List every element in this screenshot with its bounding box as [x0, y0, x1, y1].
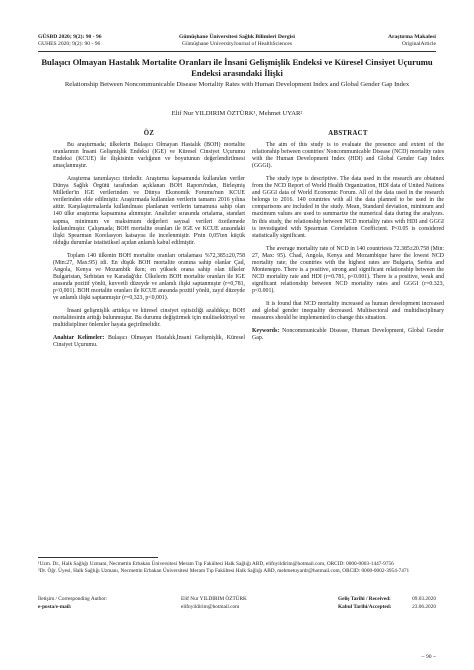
oz-column — [53, 130, 245, 355]
footnote-divider — [38, 557, 158, 558]
abstract-paragraph-results: The average mortality rate of NCD in 140 countriesis 72.385±20.758 (Min: 27, Max: 95). Chad, Angola, Kenya and Mozambique have the lowest NCD mortality rate; the countries with the highest rates are Bulgaria, Serbia and Montenegro. There is a positive, strong and significant relationship between the NCD mortality rate and HDI (r=0.781, p<0.001). There is a positive, weak and significant relationship between NCD mortality rates and GGGI (r=0.323, p<0.001). — [252, 245, 444, 294]
oz-keywords — [53, 335, 245, 349]
oz-heading: ÖZ — [143, 130, 155, 137]
abstract-paragraph-aim: The aim of this study is to evaluate the presence and extent of the relationship between countries' Noncommunicable Disease (NCD) mortality rates with the Human Development Index (HDI) and Global Gender Gap Index (GGGI). — [252, 142, 444, 170]
abstract-paragraph-conclusion: It is found that NCD mortality increased as human development increased and global gender inequality decreased. Multisectoral and multidisciplinary measures should be implemented to change this situation. — [252, 300, 444, 322]
corresponding-author-label: İletişim / Corresponding Author: — [38, 596, 108, 602]
abstract-heading: ABSTRACT — [328, 130, 368, 137]
page-number: ~ 90 ~ — [421, 654, 436, 660]
footnote-author-1: ¹Uzm. Dr., Halk Sağlığı Uzmanı, Necmettin Erbakan Üniversitesi Meram Tıp Fakültesi Halk Sağlığı ABD, elifnyildirim@hotmail.com, ORCID: 0000-0003-1447-9756 — [38, 561, 394, 567]
oz-paragraph-results: Toplam 140 ülkenin BOH mortalite oranları ortalaması %72,385±20,758 (Min:27, Max:95) idi. En düşük BOH mortalite oranına sahip olanlar Çad, Angola, Kenya ve Mozambik iken; en yüksek orana sahip olan ülkeler Bulgaristan, Sırbistan ve Karadağ'dır. Ülkelerin BOH mortalite oranları ile IGE arasında pozitif yönlü, kuvvetli düzeyde ve anlamlı ilişki saptanmıştır (r=0,781, p<0,001). BOH mortalite oranları ile KCUE arasında pozitif yönlü, zayıf düzeyde ve anlamlı ilişki saptanmıştır (r=0,323, p<0,001). — [53, 252, 245, 301]
abstract-column — [252, 130, 444, 348]
oz-keywords-text: Bulaşıcı Olmayan Hastalık,İnsani Gelişmişlik, Küresel Cinsiyet Uçurumu. — [53, 335, 245, 349]
header-journal-tr: Gümüşhane Üniversitesi Sağlık Bilimleri Dergisi — [179, 34, 295, 40]
abstract-keywords-text: Noncommunicable Disease, Human Development, Global Gender Gap. — [252, 328, 444, 342]
received-label: Geliş Tarihi / Received: — [338, 596, 391, 602]
header-article-type-tr: Araştırma Makalesi — [387, 34, 436, 40]
journal-header — [38, 34, 436, 52]
header-left-line2: GUHES 2020; 9(2): 90 - 96 — [38, 41, 101, 47]
abstract-keywords-label: Keywords: — [252, 328, 280, 335]
article-english-title: Relationship Between Noncommunicable Disease Mortality Rates with Human Development Index and Global Gender Gap Index — [64, 81, 410, 88]
oz-paragraph-conclusion: İnsani gelişmişlik arttıkça ve küresel cinsiyet eşitsizliği azaldıkça; BOH mortalitesinin arttığı bulunmuştur. Bu durumu değiştirmek için multisektöriyel ve multidisipliner önlemler hayata geçirilmelidir. — [53, 308, 245, 329]
header-right — [388, 34, 436, 48]
accepted-label: Kabul Tarihi/Accepted: — [338, 604, 392, 610]
oz-paragraph-aim: Bu araştırmada; ülkelerin Bulaşıcı Olmayan Hastalık (BOH) mortalite oranlarının İnsani Gelişmişlik Endeksi (IGE) ve Küresel Cinsiyet Uçurumu Endeksi (KCUE) ile ilişkisinin varlığının ve boyutunun değerlendirilmesi amaçlanmıştır. — [53, 142, 245, 170]
email-address[interactable]: elifnyildirim@hotmail.com — [181, 604, 240, 610]
abstract-paragraph-method: The study type is descriptive. The data used in the research are obtained from the NCD Report of World Health Organization, HDI data of United Nations and GGGI data of World Economic Forum. All of the data used in the research belongs to 2016. 140 countries with all the data planned to be used in the comparisons are included in the study. Mean, Standard deviation, minimum and maximum values are used to summarize the numerical data during the analyzes. In this study, the relationship between NCD mortality rates with HDI and GGGI is investigated with Spearman Correlation Coefficient. P<0.05 is considered statistically significant. — [252, 176, 444, 239]
accepted-date: 23.06.2020 — [412, 604, 436, 610]
footnote-author-2: ²Dr. Öğr. Üyesi, Halk Sağlığı Uzmanı, Necmettin Erbakan Üniversitesi Meram Tıp Fakültesi Halk Sağlığı ABD, mehmetuyardr@hotmail.com, ORCID: 0000-0002-3954-7471 — [38, 568, 410, 575]
oz-paragraph-method: Araştırma tanımlayıcı türdedir. Araştırma kapsamında kullanılan veriler Dünya Sağlık Örgütü tarafından açıklanan BOH Raporu'ndan, Birleşmiş Milletler'in IGE verilerinden ve Dünya Ekonomik Forumu'nun KCUE verilerinden elde edilmiştir. Araştırmada kullanılan verilerin tamamı 2016 yılına aittir. Karşılaştırmalarda kullanılması planlanan verilerin tamamına sahip olan 140 ülke araştırma kapsamına alınmıştır. Analizler sırasında ortalama, standart sapma, minimum ve maksimum değerleri sayısal verileri özetlemede kullanılmıştır. Çalışmada; BOH mortalite oranları ile IGE ve KCUE arasındaki ilişki Spearman Korelasyon katsayısı ile incelenmiştir. P'nin 0,05'ten küçük olduğu durumlar istatistiksel açıdan anlamlı kabul edilmiştir. — [53, 176, 245, 246]
header-center — [38, 34, 436, 48]
header-journal-en: Gümüşhane UniversityJournal of HealthSciences — [181, 41, 293, 47]
correspondence-block — [38, 596, 436, 612]
corresponding-author-name: Elif Nur YILDIRIM ÖZTÜRK — [181, 596, 247, 602]
header-left-line1: GÜSBD 2020; 9(2): 90 - 96 — [38, 34, 102, 40]
abstract-keywords — [252, 328, 444, 342]
author-list: Elif Nur YILDIRIM ÖZTÜRK¹, Mehmet UYAR² — [171, 110, 303, 117]
header-article-type-en: OriginalArticle — [401, 41, 436, 47]
header-divider — [38, 51, 436, 52]
received-date: 09.03.2020 — [412, 596, 436, 602]
article-title: Bulaşıcı Olmayan Hastalık Mortalite Oranları ile İnsani Gelişmişlik Endeksi ve Küresel Cinsiyet Uçurumu Endeksi arasındaki İlişki — [41, 57, 433, 78]
email-label: e-posta/e-mail: — [38, 604, 72, 610]
oz-keywords-label: Anahtar Kelimeler: — [53, 335, 105, 342]
footnotes — [38, 561, 436, 576]
